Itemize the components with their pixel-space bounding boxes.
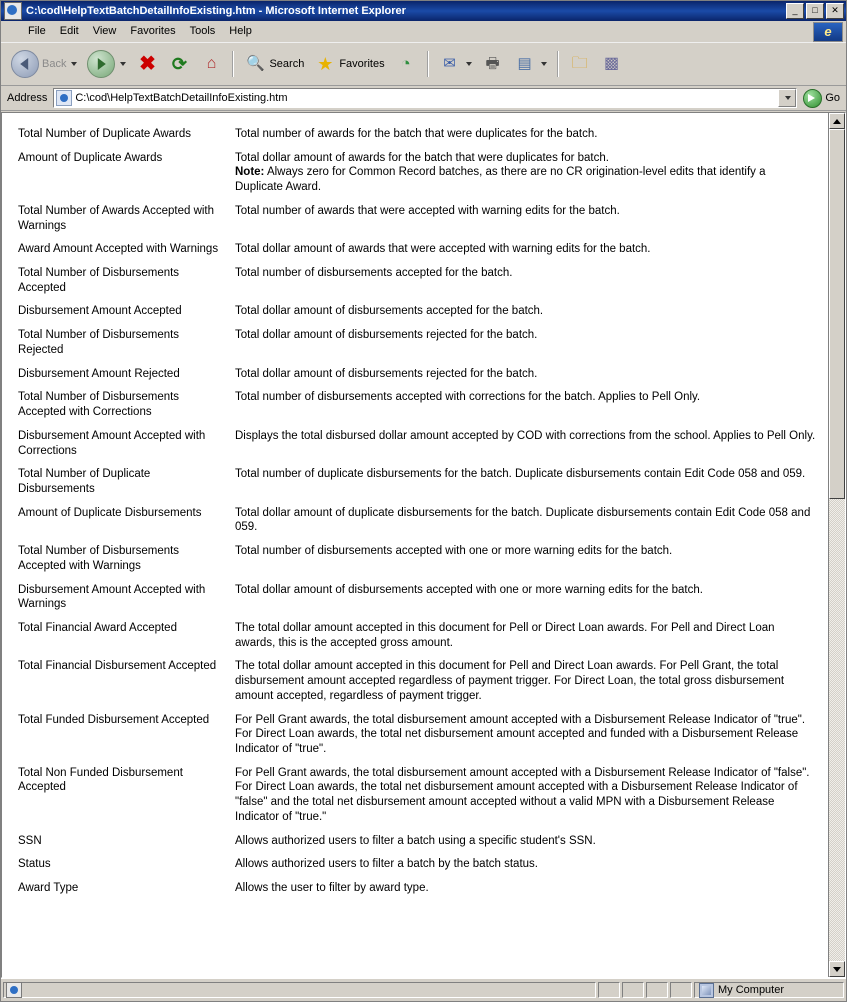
address-label: Address	[7, 92, 48, 104]
search-label: Search	[269, 58, 305, 70]
term-cell: Total Financial Disbursement Accepted	[18, 660, 217, 673]
definition-cell: Total dollar amount of duplicate disbursements for the batch. Duplicate disbursements contain Edit Code 058 and 059.	[235, 506, 811, 534]
table-row	[12, 262, 822, 300]
forward-dropdown-icon[interactable]	[120, 62, 126, 66]
favorites-label: Favorites	[339, 58, 385, 70]
go-label: Go	[825, 92, 840, 104]
definition-cell: Allows authorized users to filter a batch using a specific student's SSN.	[235, 834, 596, 847]
security-zone[interactable]	[694, 982, 844, 998]
scrollbar-track[interactable]	[829, 129, 845, 961]
toolbar-separator-1	[232, 51, 234, 77]
term-cell: Status	[18, 858, 51, 871]
term-cell: Total Number of Disbursements Rejected	[18, 329, 180, 356]
definition-cell: Total number of disbursements accepted with corrections for the batch. Applies to Pell Only.	[235, 391, 701, 404]
definition-cell: Allows authorized users to filter a batch by the batch status.	[235, 858, 538, 871]
definition-cell: The total dollar amount accepted in this document for Pell or Direct Loan awards. For Pell and Direct Loan awards, this is the accepted gross amount.	[235, 621, 775, 649]
printer-icon: 🖶	[485, 55, 500, 72]
status-pane-2	[622, 982, 644, 998]
menu-help[interactable]: Help	[229, 25, 252, 37]
minimize-button[interactable]: _	[786, 3, 804, 19]
edit-dropdown-icon[interactable]	[541, 62, 547, 66]
definition-cell	[229, 147, 822, 200]
term-cell: Award Type	[18, 882, 79, 895]
definition-cell: Total number of disbursements accepted for the batch.	[235, 267, 513, 280]
search-button[interactable]	[240, 47, 308, 81]
term-cell: Total Number of Duplicate Awards	[18, 128, 192, 140]
go-button[interactable]	[801, 89, 842, 108]
discussion-icon: ▩	[604, 55, 620, 72]
search-icon: 🔍	[246, 55, 265, 72]
edit-page-icon: ▤	[517, 55, 532, 72]
table-row	[12, 200, 822, 238]
chevron-down-icon	[785, 96, 791, 100]
definition-cell: Total dollar amount of disbursements accepted for the batch.	[235, 305, 544, 318]
term-cell: Total Number of Disbursements Accepted	[18, 267, 180, 294]
edit-button[interactable]	[510, 47, 551, 81]
table-row	[12, 877, 822, 901]
address-input[interactable]	[53, 88, 797, 108]
refresh-icon: ⟳	[171, 54, 188, 74]
mail-button[interactable]	[435, 47, 476, 81]
term-cell: Total Non Funded Disbursement Accepted	[18, 766, 183, 794]
definition-cell: Total number of awards for the batch that were duplicates for the batch.	[235, 128, 598, 140]
mail-icon: ✉	[443, 55, 456, 72]
term-cell: Amount of Duplicate Awards	[18, 151, 163, 164]
table-row	[12, 502, 822, 540]
status-message	[3, 982, 596, 998]
term-cell: Total Number of Disbursements Accepted with Warnings	[18, 545, 180, 572]
document-icon	[6, 982, 22, 998]
term-cell: Disbursement Amount Accepted with Corrections	[18, 429, 206, 457]
maximize-button[interactable]: □	[806, 3, 824, 19]
ie-logo-icon	[813, 22, 843, 42]
back-button[interactable]	[7, 47, 81, 81]
definition-text: Total dollar amount of awards for the batch that were duplicates for batch.	[235, 151, 609, 164]
address-dropdown-button[interactable]	[778, 89, 796, 107]
term-cell: Total Financial Award Accepted	[18, 621, 177, 634]
definition-cell: Total dollar amount of disbursements rejected for the batch.	[235, 329, 538, 342]
history-icon: ◔	[400, 54, 411, 73]
menu-bar	[1, 21, 846, 42]
zone-label: My Computer	[718, 984, 785, 996]
favorites-button[interactable]	[310, 47, 388, 81]
forward-button[interactable]	[83, 47, 130, 81]
table-row	[12, 238, 822, 262]
toolbar	[1, 42, 846, 86]
address-value: C:\cod\HelpTextBatchDetailInfoExisting.htm	[75, 92, 288, 104]
term-cell: Total Number of Duplicate Disbursements	[18, 468, 151, 495]
definition-cell: Allows the user to filter by award type.	[235, 882, 429, 895]
note-label: Note:	[235, 166, 265, 179]
status-pane-4	[670, 982, 692, 998]
window-controls	[786, 3, 844, 19]
table-row	[12, 617, 822, 655]
discuss-button[interactable]	[597, 47, 627, 81]
forward-arrow-icon	[87, 50, 115, 78]
mail-dropdown-icon[interactable]	[466, 62, 472, 66]
term-cell: Amount of Duplicate Disbursements	[18, 506, 202, 519]
note-text: Always zero for Common Record batches, as there are no CR origination-level edits that identify a Duplicate Award.	[235, 166, 766, 194]
page-icon	[56, 90, 72, 106]
definition-cell: Total dollar amount of disbursements accepted with one or more warning edits for the batch.	[235, 583, 703, 596]
table-row	[12, 300, 822, 324]
scroll-up-button[interactable]	[829, 113, 845, 129]
folders-button[interactable]	[565, 47, 595, 81]
menu-view[interactable]: View	[92, 25, 117, 37]
refresh-button[interactable]	[164, 47, 194, 81]
status-bar	[1, 978, 846, 1001]
term-cell: Total Funded Disbursement Accepted	[18, 713, 210, 726]
table-row	[12, 853, 822, 877]
print-button[interactable]	[478, 47, 508, 81]
definition-cell: Total dollar amount of disbursements rejected for the batch.	[235, 367, 538, 380]
table-row	[12, 540, 822, 578]
menu-edit[interactable]: Edit	[59, 25, 79, 37]
star-icon: ★	[317, 54, 334, 74]
history-button[interactable]	[391, 47, 421, 81]
close-button[interactable]: ✕	[826, 3, 844, 19]
term-cell: Total Number of Disbursements Accepted with Corrections	[18, 391, 180, 419]
window-title: C:\cod\HelpTextBatchDetailInfoExisting.htm - Microsoft Internet Explorer	[26, 5, 406, 17]
table-row	[12, 709, 822, 762]
definition-cell: Total number of duplicate disbursements for the batch. Duplicate disbursements contain Edit Code 058 and 059.	[235, 468, 806, 481]
stop-icon: ✖	[139, 53, 156, 75]
scroll-down-button[interactable]	[829, 961, 845, 977]
document-content	[2, 113, 828, 977]
table-row	[12, 324, 822, 362]
table-row	[12, 463, 822, 501]
document-area	[1, 112, 846, 978]
back-arrow-icon	[11, 50, 39, 78]
table-row	[12, 123, 822, 147]
vertical-scrollbar[interactable]	[828, 113, 845, 977]
internet-explorer-icon	[4, 2, 22, 20]
term-cell: Award Amount Accepted with Warnings	[18, 243, 219, 256]
folder-icon: 🗀	[571, 55, 588, 72]
definition-cell: Total number of awards that were accepted with warning edits for the batch.	[235, 204, 620, 217]
go-arrow-icon	[803, 89, 822, 108]
address-bar	[1, 86, 846, 111]
back-dropdown-icon[interactable]	[71, 62, 77, 66]
back-label: Back	[42, 58, 67, 70]
definition-cell: Total dollar amount of awards that were accepted with warning edits for the batch.	[235, 243, 651, 256]
home-icon: ⌂	[206, 55, 217, 72]
scrollbar-thumb[interactable]	[829, 129, 845, 499]
menu-file[interactable]: File	[28, 25, 46, 37]
term-cell: Disbursement Amount Accepted with Warnings	[18, 583, 206, 611]
toolbar-separator-3	[557, 51, 559, 77]
status-pane-3	[646, 982, 668, 998]
home-button[interactable]	[196, 47, 226, 81]
help-text-table	[12, 123, 822, 901]
table-row	[12, 386, 822, 424]
title-bar	[1, 1, 846, 21]
definition-cell: Displays the total disbursed dollar amount accepted by COD with corrections from the school. Applies to Pell Only.	[235, 429, 816, 442]
table-row	[12, 830, 822, 854]
term-cell: Total Number of Awards Accepted with Warnings	[18, 204, 215, 232]
table-row	[12, 363, 822, 387]
menu-tools[interactable]: Tools	[189, 25, 216, 37]
my-computer-icon	[699, 983, 714, 998]
table-row	[12, 147, 822, 200]
stop-button[interactable]	[132, 47, 162, 81]
table-row	[12, 579, 822, 617]
term-cell: Disbursement Amount Accepted	[18, 305, 182, 318]
definition-cell: The total dollar amount accepted in this document for Pell and Direct Loan awards. For Pell Grant, the total disbursement amount accepted regardless of payment trigger. For Direct Loan, the total gross disbursement amount accepted, regardless of payment trigger.	[235, 660, 785, 702]
table-row	[12, 425, 822, 463]
term-cell: SSN	[18, 834, 42, 847]
toolbar-separator-2	[427, 51, 429, 77]
definition-cell: For Pell Grant awards, the total disbursement amount accepted with a Disbursement Release Indicator of "false". For Direct Loan awards, the total net disbursement amount accepted with a Disbursement Release Indicator of "false" and the total net disbursement amount accepted without a valid MPN with a Disbursement Release Indicator of "true."	[235, 766, 810, 823]
status-pane-1	[598, 982, 620, 998]
table-row	[12, 655, 822, 708]
definition-cell: Total number of disbursements accepted with one or more warning edits for the batch.	[235, 545, 673, 558]
menu-favorites[interactable]: Favorites	[130, 25, 176, 37]
term-cell: Disbursement Amount Rejected	[18, 367, 180, 380]
table-row	[12, 762, 822, 830]
definition-cell: For Pell Grant awards, the total disbursement amount accepted with a Disbursement Release Indicator of "true". For Direct Loan awards, the total net disbursement amount accepted and funded with a Disbursement Release Indicator of "true".	[235, 713, 806, 755]
